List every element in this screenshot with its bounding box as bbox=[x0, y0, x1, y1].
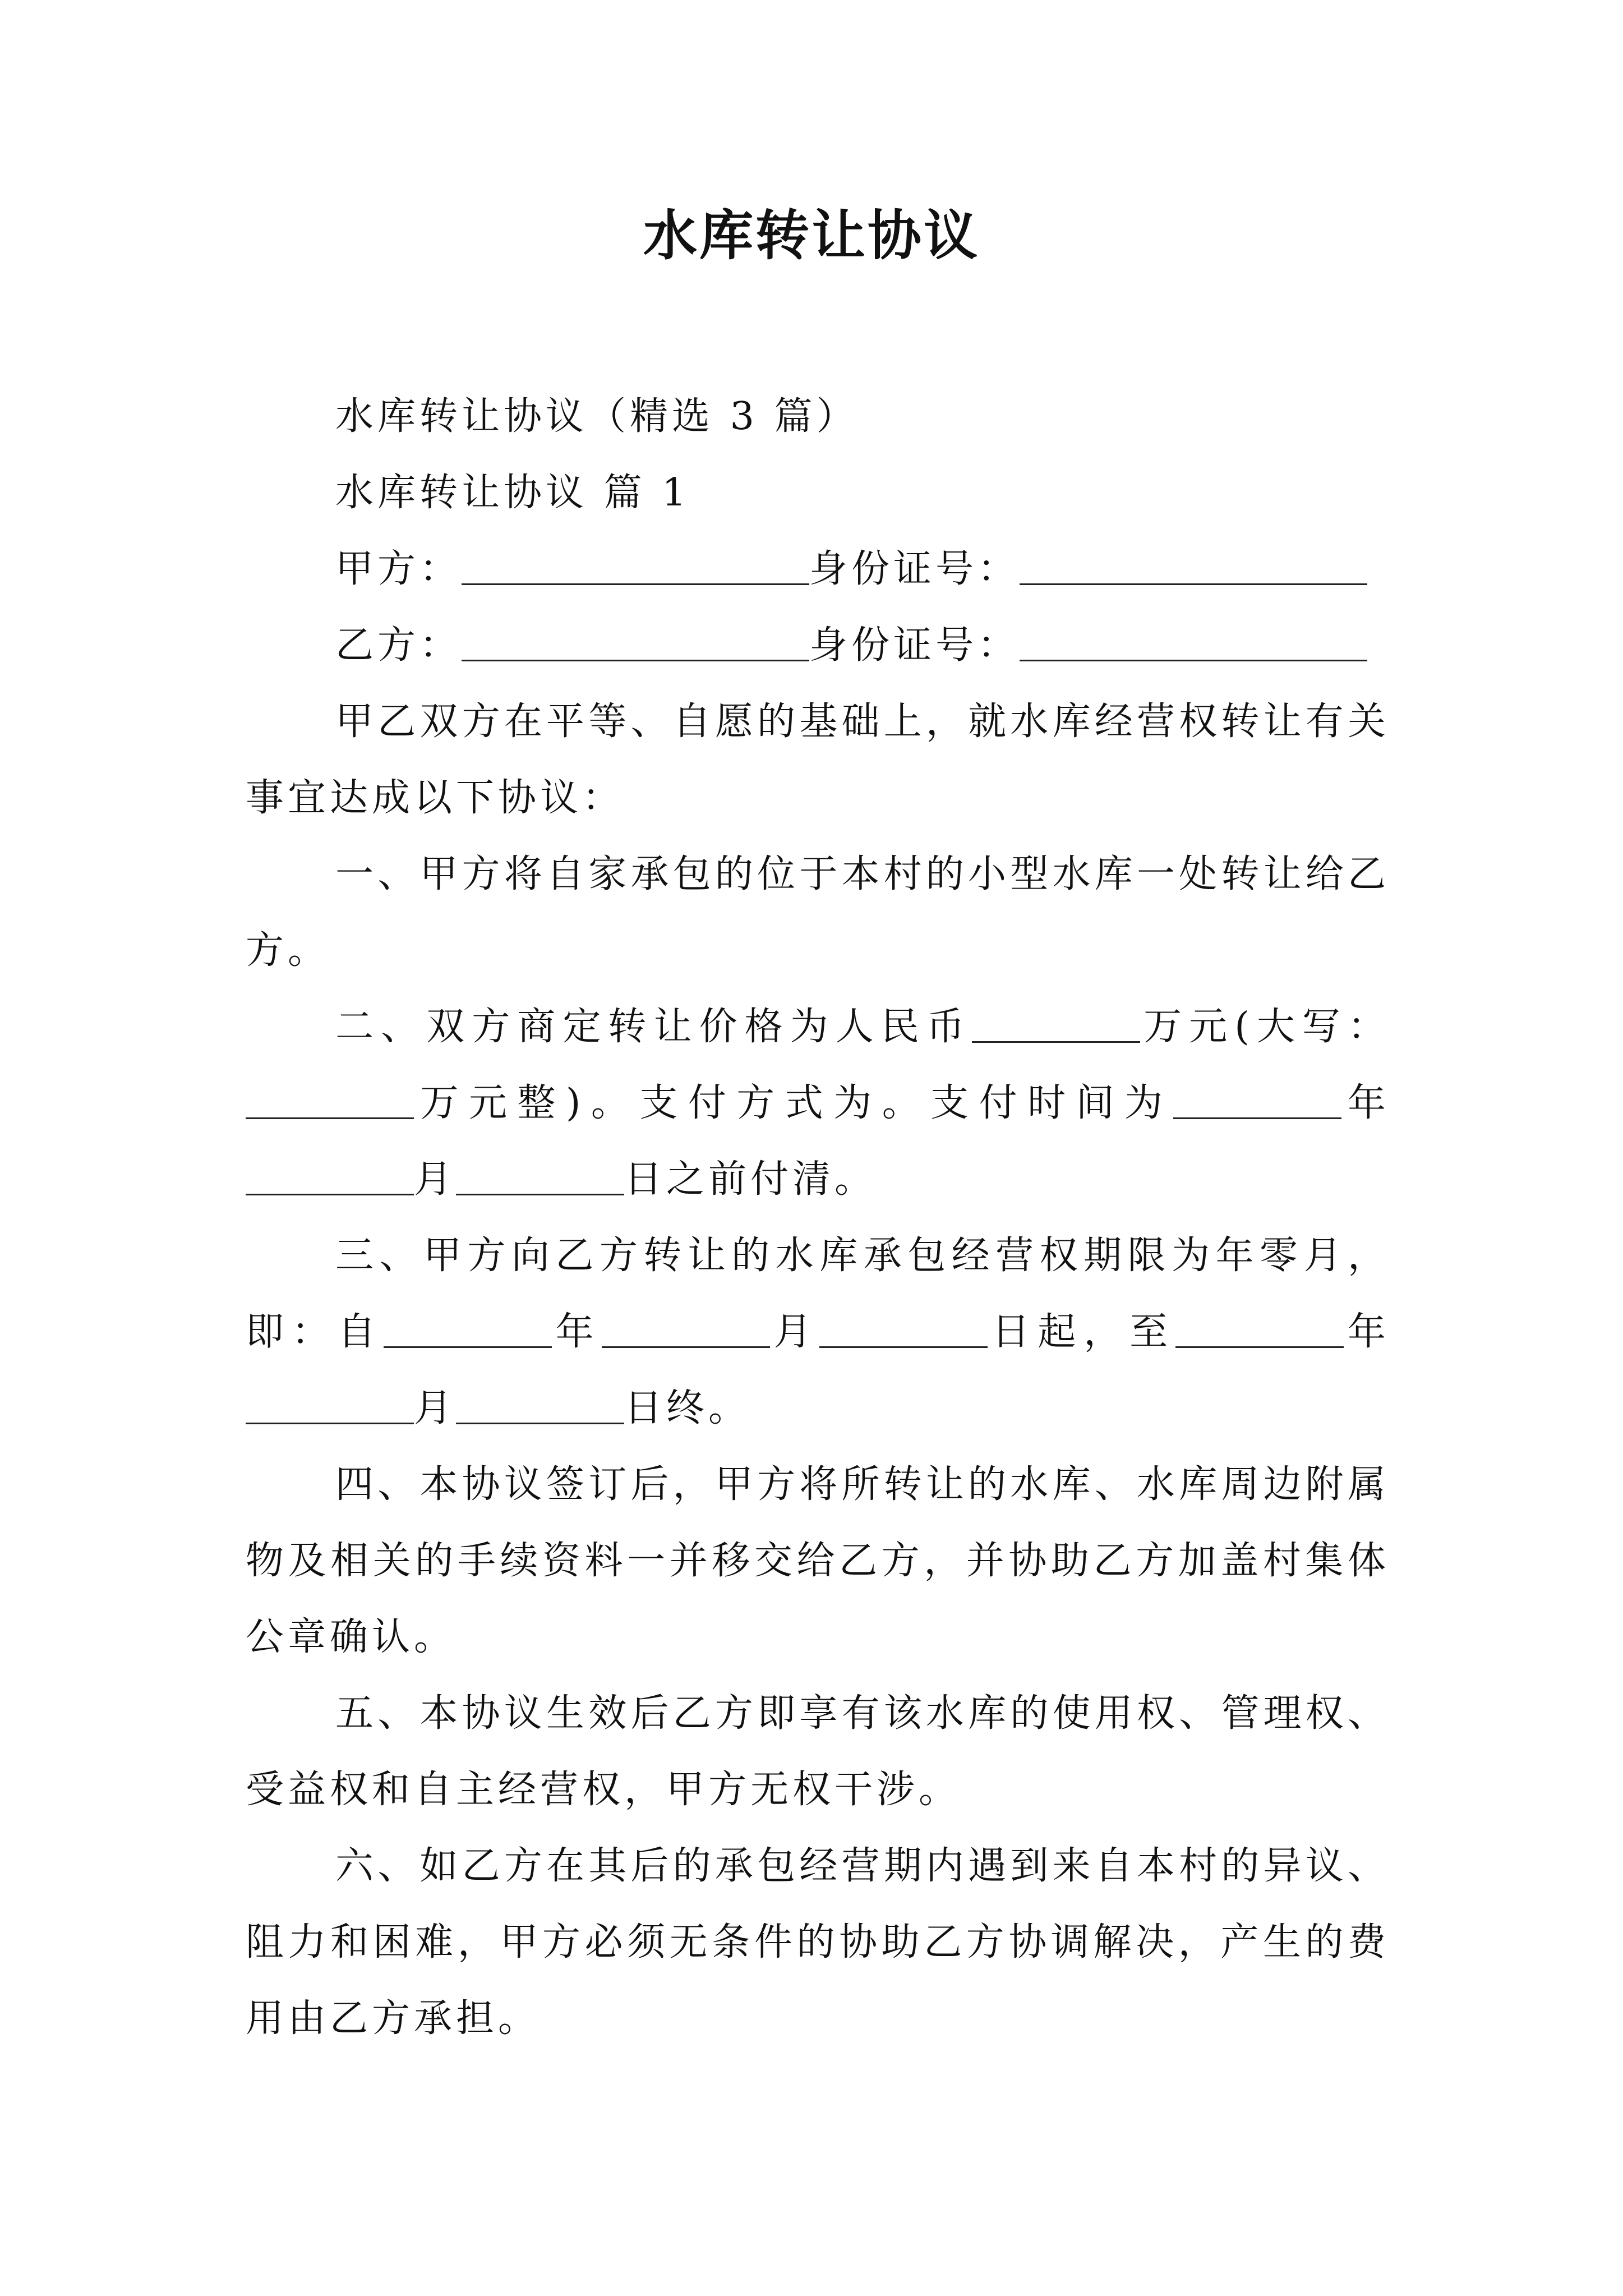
clause-2-text: 月 bbox=[414, 1157, 457, 1202]
price-blank bbox=[972, 1007, 1140, 1043]
party-b-line bbox=[246, 608, 1390, 684]
party-b-name-blank bbox=[462, 626, 809, 661]
pay-day-blank bbox=[456, 1160, 624, 1195]
clause-2-text: 万元(大写： bbox=[1140, 1005, 1390, 1049]
pay-month-blank bbox=[246, 1160, 414, 1195]
clause-2-text: 日之前付清。 bbox=[624, 1157, 877, 1202]
clause-2-text: 二、双方商定转让价格为人民币 bbox=[335, 1005, 972, 1049]
start-year-blank bbox=[384, 1313, 552, 1348]
clause-2-text: 万元整)。支付方式为。支付时间为 bbox=[414, 1081, 1173, 1125]
section-heading: 水库转让协议 篇 1 bbox=[335, 471, 690, 515]
party-b-id-label: 身份证号： bbox=[809, 623, 1020, 668]
pay-year-blank bbox=[1173, 1084, 1341, 1119]
clause-2 bbox=[246, 989, 1390, 1218]
document-title: 水库转让协议 bbox=[643, 204, 980, 267]
party-a-id-blank bbox=[1020, 550, 1367, 585]
clause-4: 四、本协议签订后，甲方将所转让的水库、水库周边附属物及相关的手续资料一并移交给乙方，并协助乙方加盖村集体公章确认。 bbox=[246, 1462, 1390, 1659]
clause-3 bbox=[246, 1218, 1390, 1447]
clause-3-text: 年 bbox=[551, 1310, 602, 1354]
party-b-label: 乙方： bbox=[335, 623, 462, 668]
clause-3-text: 三、甲方向乙方转让的水库承包经营权期限为年零月，即：自 bbox=[246, 1234, 1390, 1354]
party-a-name-blank bbox=[462, 550, 809, 585]
intro-paragraph: 甲乙双方在平等、自愿的基础上，就水库经营权转让有关事宜达成以下协议： bbox=[246, 700, 1390, 820]
clause-3-text: 年 bbox=[1344, 1310, 1390, 1354]
clause-1: 一、甲方将自家承包的位于本村的小型水库一处转让给乙方。 bbox=[246, 852, 1390, 973]
party-a-line bbox=[246, 531, 1390, 608]
party-b-id-blank bbox=[1020, 626, 1367, 661]
clause-3-text: 日终。 bbox=[624, 1386, 751, 1430]
clause-5: 五、本协议生效后乙方即享有该水库的使用权、管理权、受益权和自主经营权，甲方无权干涉。 bbox=[246, 1691, 1390, 1812]
end-year-blank bbox=[1175, 1313, 1344, 1348]
clause-3-text: 月 bbox=[414, 1386, 457, 1430]
document-body bbox=[246, 379, 1390, 2057]
start-month-blank bbox=[602, 1313, 770, 1348]
clause-2-text: 年 bbox=[1341, 1081, 1390, 1125]
clause-3-text: 月 bbox=[769, 1310, 820, 1354]
clause-3-text: 日起，至 bbox=[988, 1310, 1176, 1354]
start-day-blank bbox=[819, 1313, 988, 1348]
price-uppercase-blank bbox=[246, 1084, 414, 1119]
party-a-label: 甲方： bbox=[335, 547, 462, 591]
party-a-id-label: 身份证号： bbox=[809, 547, 1020, 591]
end-day-blank bbox=[456, 1389, 624, 1424]
subtitle: 水库转让协议（精选 3 篇） bbox=[335, 394, 859, 439]
end-month-blank bbox=[246, 1389, 414, 1424]
clause-6: 六、如乙方在其后的承包经营期内遇到来自本村的异议、阻力和困难，甲方必须无条件的协助乙方协调解决，产生的费用由乙方承担。 bbox=[246, 1844, 1390, 2041]
